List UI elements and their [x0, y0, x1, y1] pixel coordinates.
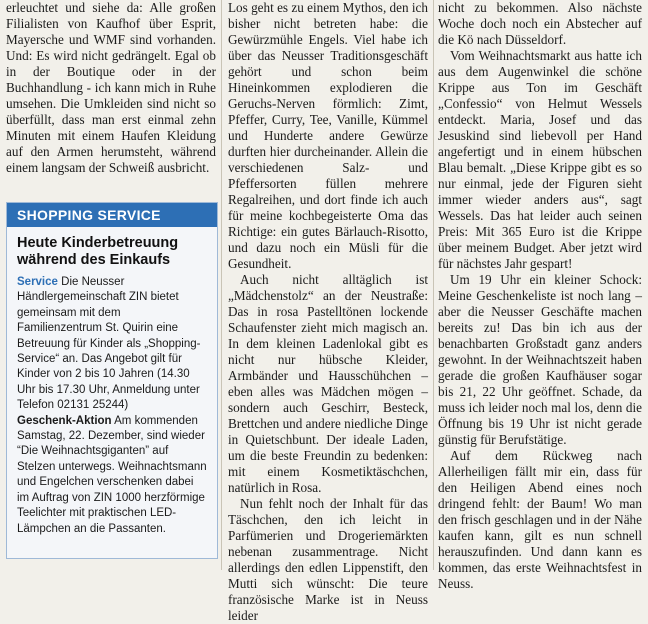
service-lead: Service [17, 276, 58, 288]
gift-text: Am kommenden Samstag, 22. Dezember, sind wieder “Die Weihnachtsgiganten” auf Stelzen unterwegs. Weihnachtsmann und Engelchen verschenken dabei im Auftrag von ZIN 1000 herzförmige Teelichter mit praktischen LED-Lämpchen an die Passanten. [17, 414, 207, 535]
article-column-3 [438, 0, 642, 591]
shopping-service-box [6, 202, 218, 559]
gift-paragraph [17, 414, 207, 537]
service-text: Die Neusser Händlergemeinschaft ZIN bietet gemeinsam mit dem Familienzentrum St. Quirin eine Betreuung für Kinder als „Shopping-Service“ an. Das Angebot gilt für Kinder von 2 bis 10 Jahren (14.30 Uhr bis 17.30 Uhr, Anmeldung unter Telefon 02131 25244) [17, 276, 201, 412]
gift-lead: Geschenk-Aktion [17, 414, 112, 427]
column1-paragraph: erleuchtet und siehe da: Alle großen Filialisten von Kaufhof über Esprit, Mayersche und WMF sind vorhanden. Und: Es wird nicht gedrängelt. Egal ob in der Boutique oder in der Buchhandlung - ich kann mich in Ruhe umsehen. Die Umkleiden sind nicht so überfüllt, dass man erst einmal zehn Minuten mit einem Haufen Kleidung auf den Armen herumsteht, während einem langsam der Schweiß ausbricht. [6, 0, 216, 175]
column3-paragraph: Um 19 Uhr ein kleiner Schock: Meine Geschenkeliste ist noch lang – aber die Neusser Geschäfte machen bereits zu! Das bin ich aus der benachbarten Großstadt ganz anders gewohnt. In der Weihnachtszeit haben gerade die großen Kaufhäuser sogar bis 21, 22 Uhr geöffnet. Schade, da muss ich leider noch mal los, denn die Öffnung bis 19 Uhr ist nicht gerade günstig für Berufstätige. [438, 272, 642, 447]
column-divider [433, 0, 434, 570]
column2-paragraph: Nun fehlt noch der Inhalt für das Täschchen, den ich leicht in Parfümerien und Drogeriemärkten nebenan zusammentrage. Nicht allerdings den edlen Lippenstift, den Mutti sich wünscht: Die teure französische Marke ist in Neuss leider [228, 496, 428, 623]
column3-paragraph: Auf dem Rückweg nach Allerheiligen fällt mir ein, dass für den Heiligen Abend eines noch dringend fehlt: der Baum! Wo man den frisch geschlagen und in der Nähe kaufen kann, gilt es nun schnell herauszufinden. Und dann kann es kommen, das erste Weihnachtsfest in Neuss. [438, 448, 642, 591]
column3-paragraph: nicht zu bekommen. Also nächste Woche doch noch ein Abstecher auf die Kö nach Düsseldorf. [438, 0, 642, 47]
box-title: Heute Kinderbetreuung während des Einkaufs [17, 235, 179, 268]
column3-paragraph: Vom Weihnachtsmarkt aus hatte ich aus dem Augenwinkel die schöne Krippe aus Ton im Geschäft „Confessio“ von Helmut Wessels entdeckt. Maria, Josef und das Jesuskind sind liebevoll per Hand angefertigt und in einem hübschen Blau bemalt. „Diese Krippe gibt es so nur einmal, jede der Figuren sieht immer wieder anders aus“, sagt Wessels. Das hat leider auch seinen Preis: Mit 365 Euro ist die Krippe über meinem Budget. Aber jetzt wird für nächstes Jahr gespart! [438, 48, 642, 271]
column2-paragraph: Los geht es zu einem Mythos, den ich bisher nicht betreten habe: die Gewürzmühle Engels. Viel habe ich über das Neusser Traditionsgeschäft gehört und schon beim Hineinkommen explodieren die Geruchs-Nerven förmlich: Zimt, Pfeffer, Curry, Tee, Vanille, Kümmel und Hunderte andere Gewürze durften hier durcheinander. Allein die verschiedenen Salz- und Pfeffersorten füllen mehrere Regalreihen, und dort finde ich auch für meine kochbegeisterte Oma das Richtige: ein gutes Bärlauch-Risotto, und dazu noch ein Müsli für die Gesundheit. [228, 0, 428, 271]
column2-paragraph: Auch nicht alltäglich ist „Mädchenstolz“ an der Neustraße: Das in rosa Pastelltönen lockende Schaufenster zieht mich magisch an. In dem kleinen Ladenlokal gibt es nicht nur hübsche Kleider, Armbänder und Hausschühchen – eben alles was Mädchen mögen – sondern auch Geschirr, Besteck, Brettchen und andere niedliche Dinge in Quietschbunt. Der ideale Laden, um die beste Freundin zu bedenken: mit einem Kosmetiktäschchen, natürlich in Rosa. [228, 272, 428, 495]
box-body [7, 273, 217, 537]
column-divider [221, 0, 222, 570]
article-column-2 [228, 0, 428, 623]
service-paragraph [17, 275, 207, 414]
box-header: SHOPPING SERVICE [7, 203, 217, 227]
